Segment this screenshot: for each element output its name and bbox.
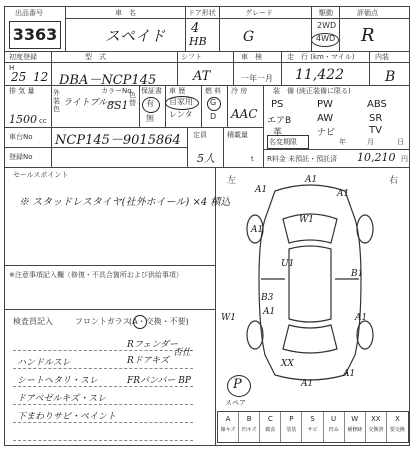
color-no-value: 8S1	[107, 99, 129, 112]
sales-label: セールスポイント	[13, 171, 69, 179]
mark-14: A1	[343, 369, 356, 379]
drive-label: 駆動	[319, 9, 333, 17]
legend-x: X 要交換	[389, 415, 405, 433]
warranty-yes: 有	[146, 99, 154, 108]
doors-value: 4	[191, 21, 200, 36]
mileage-value: 11,422	[295, 67, 344, 83]
grade-label: グレード	[245, 9, 273, 17]
mileage-label: 走 行 (km・マイル)	[287, 53, 355, 61]
equip-pw: PW	[317, 99, 333, 110]
displacement-value: 1500	[9, 113, 37, 126]
inspector-left-5: 下まわりサビ・ペイント	[17, 412, 117, 422]
registration-label: 登録No	[9, 153, 33, 161]
drive-4wd: 4WD	[316, 34, 336, 43]
exterior-label: 外装色	[53, 89, 60, 113]
legend-s: S サビ	[302, 412, 323, 442]
equipment-label: 装 備 (純正装備に限る)	[273, 87, 351, 95]
color-no-label: カラーNo	[101, 87, 132, 95]
interior-value: B	[385, 69, 396, 85]
lot-number: 3363	[9, 21, 61, 49]
equip-airbag: エアB	[267, 116, 292, 126]
equip-aw: AW	[317, 113, 334, 124]
exterior-value: ライトブルー	[63, 98, 117, 108]
mark-11: A1	[355, 313, 368, 323]
damage-legend	[217, 411, 409, 443]
model-value: DBA－NCP145	[59, 73, 157, 88]
diagram-left-label: 左	[227, 176, 237, 186]
load-label: 積載量	[227, 131, 248, 139]
notes-label: ※注意事項記入欄（修復・不具合箇所および供給事項）	[9, 271, 183, 279]
use-label: 車 歴	[169, 87, 186, 95]
equip-abs: ABS	[367, 99, 387, 110]
lot-label: 出品番号	[15, 9, 43, 17]
mark-5: A1	[251, 225, 264, 235]
mark-3: A1	[337, 189, 350, 199]
inspector-left-3: シートへタリ・スレ	[17, 376, 99, 386]
score-value: R	[361, 25, 375, 46]
legend-c: C 腐食	[260, 412, 281, 442]
year-value: 25	[11, 70, 27, 84]
doors-label: ドア形状	[188, 9, 216, 17]
legend-b: B 凹キズ	[239, 412, 260, 442]
auction-sheet	[4, 6, 410, 446]
mark-6: U1	[281, 259, 295, 269]
fuel-label: 燃 料	[205, 87, 222, 95]
shift-label: シフト	[181, 53, 202, 61]
warranty-no: 無	[146, 114, 154, 123]
inspector-left-4: ドアベゼルキズ・スレ	[17, 394, 107, 404]
model-label: 型 式	[85, 53, 106, 61]
mark-13: A1	[301, 379, 314, 389]
sales-text: ※ スタッドレスタイヤ(社外ホイール) ×4 積込	[19, 197, 231, 208]
displacement-unit: cc	[39, 117, 47, 125]
deadline-year: 年	[339, 138, 346, 146]
recycle-unit: 円	[401, 155, 408, 163]
glass-label: フロントガラス	[75, 317, 131, 326]
mark-2: A1	[305, 175, 318, 185]
vin-value: NCP145－9015864	[55, 133, 181, 148]
fuel-d: D	[210, 112, 217, 121]
warranty-label: 保証書	[141, 87, 162, 95]
shift-value: AT	[193, 69, 211, 84]
mark-7: B3	[261, 293, 274, 303]
month-value: 12	[33, 70, 49, 84]
equip-sr: SR	[369, 113, 383, 124]
deadline-day: 日	[397, 138, 404, 146]
capacity-label: 定員	[193, 131, 207, 139]
inspection-label: 車 検	[241, 53, 262, 61]
recycle-label: R料金 未預託・預託済	[267, 155, 338, 163]
interior-label: 内装	[375, 53, 389, 61]
inspector-right-3: FRバンパー BP	[127, 376, 191, 386]
mark-8: A1	[263, 307, 276, 317]
ac-value: AAC	[231, 107, 258, 121]
mark-1: A1	[255, 185, 268, 195]
deadline-label: 名変期限	[269, 138, 297, 146]
load-unit: t	[251, 155, 254, 163]
vin-label: 車台No	[9, 133, 33, 141]
mark-4: W1	[299, 215, 314, 225]
inspector-left-2: ハンドルスレ	[17, 358, 71, 368]
body-type-value: HB	[189, 35, 207, 48]
inspector-right-1: Rフェンダー	[127, 340, 178, 350]
legend-p: P 塗装	[281, 412, 302, 442]
legend-w: W 補修跡	[345, 412, 366, 442]
equip-leather: 革	[273, 128, 283, 138]
equip-navi: ナビ	[317, 128, 336, 138]
legend-u: U 凹み	[324, 412, 345, 442]
equip-tv: TV	[369, 125, 382, 136]
capacity-value: 5人	[197, 152, 215, 165]
car-name-label: 車 名	[115, 9, 136, 17]
score-label: 評価点	[357, 9, 378, 17]
legend-a: A 線キズ	[218, 412, 239, 442]
equip-ps: PS	[271, 99, 284, 110]
drive-2wd: 2WD	[317, 21, 337, 30]
recycle-value: 10,210	[357, 151, 396, 164]
glass-options: (A・交換・不要)	[129, 317, 189, 326]
fuel-g: G	[210, 98, 217, 107]
displacement-label: 排 気 量	[9, 87, 35, 95]
mark-9: B1	[351, 269, 364, 279]
diagram-right-label: 右	[389, 176, 399, 186]
use-rental: レンタ	[169, 110, 193, 119]
inspector-right-2: Rドアキズ	[127, 356, 169, 366]
year-prefix: H	[9, 64, 15, 72]
inspection-value: 一年一月	[241, 74, 273, 83]
inspector-label: 検査員記入	[13, 317, 53, 326]
spare-value: P	[233, 377, 242, 392]
use-private: 自家用	[169, 97, 193, 106]
grade-value: G	[243, 29, 255, 45]
spare-label: スペア	[225, 399, 246, 407]
legend-xx: XX 交換済	[366, 412, 387, 442]
color-change-label: 色替	[129, 91, 136, 107]
first-reg-label: 初度登録	[9, 53, 37, 61]
car-name-value: スペイド	[105, 27, 166, 45]
mark-12: XX	[281, 359, 294, 369]
car-outline-diagram	[235, 179, 385, 385]
deadline-month: 月	[367, 138, 374, 146]
ac-label: 冷 房	[231, 87, 248, 95]
mark-10: W1	[221, 313, 236, 323]
inspector-right2-2: 否仕	[173, 348, 192, 358]
